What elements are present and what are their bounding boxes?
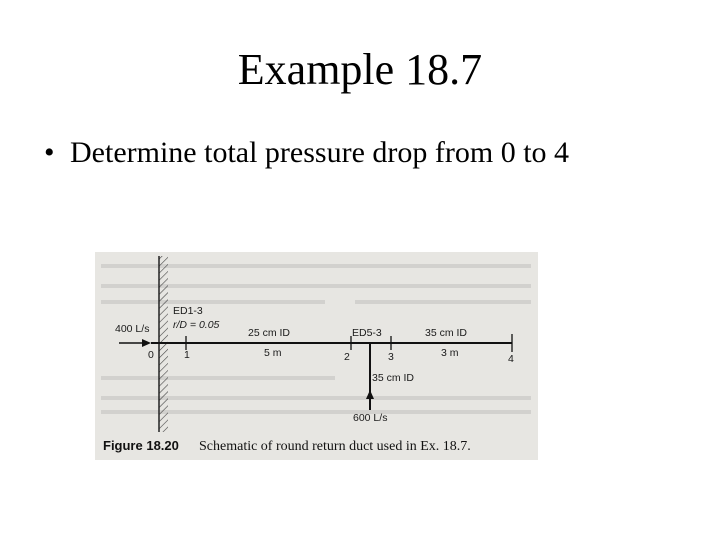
inlet-arrow-head [142, 339, 151, 347]
figure-caption-label: Figure 18.20 [103, 438, 179, 453]
length-5m-label: 5 m [264, 347, 282, 359]
bullet-item [44, 134, 569, 172]
node-4-label: 4 [508, 353, 514, 365]
branch-arrow-head [366, 390, 374, 399]
length-3m-label: 3 m [441, 347, 459, 359]
fitting-ed5-3-label: ED5-3 [352, 327, 382, 339]
ratio-label: r/D = 0.05 [173, 319, 220, 331]
branch-duct-label: 35 cm ID [372, 372, 415, 384]
duct-25cm-label: 25 cm ID [248, 327, 291, 339]
node-2-label: 2 [344, 351, 350, 363]
branch-flow-label: 600 L/s [353, 412, 388, 424]
slide-title: Example 18.7 [237, 45, 483, 94]
duct-schematic-figure [95, 252, 538, 460]
fitting-ed1-3-label: ED1-3 [173, 305, 203, 317]
bullet-text: Determine total pressure drop from 0 to 4 [70, 136, 570, 169]
node-3-label: 3 [388, 351, 394, 363]
figure-caption-text: Schematic of round return duct used in Ex. 18.7. [199, 439, 471, 454]
node-0-label: 0 [148, 349, 154, 361]
inlet-flow-label: 400 L/s [115, 323, 150, 335]
bullet-marker: • [44, 136, 55, 169]
duct-schematic-svg [95, 252, 538, 460]
duct-35cm-main-label: 35 cm ID [425, 327, 468, 339]
node-1-label: 1 [184, 349, 190, 361]
